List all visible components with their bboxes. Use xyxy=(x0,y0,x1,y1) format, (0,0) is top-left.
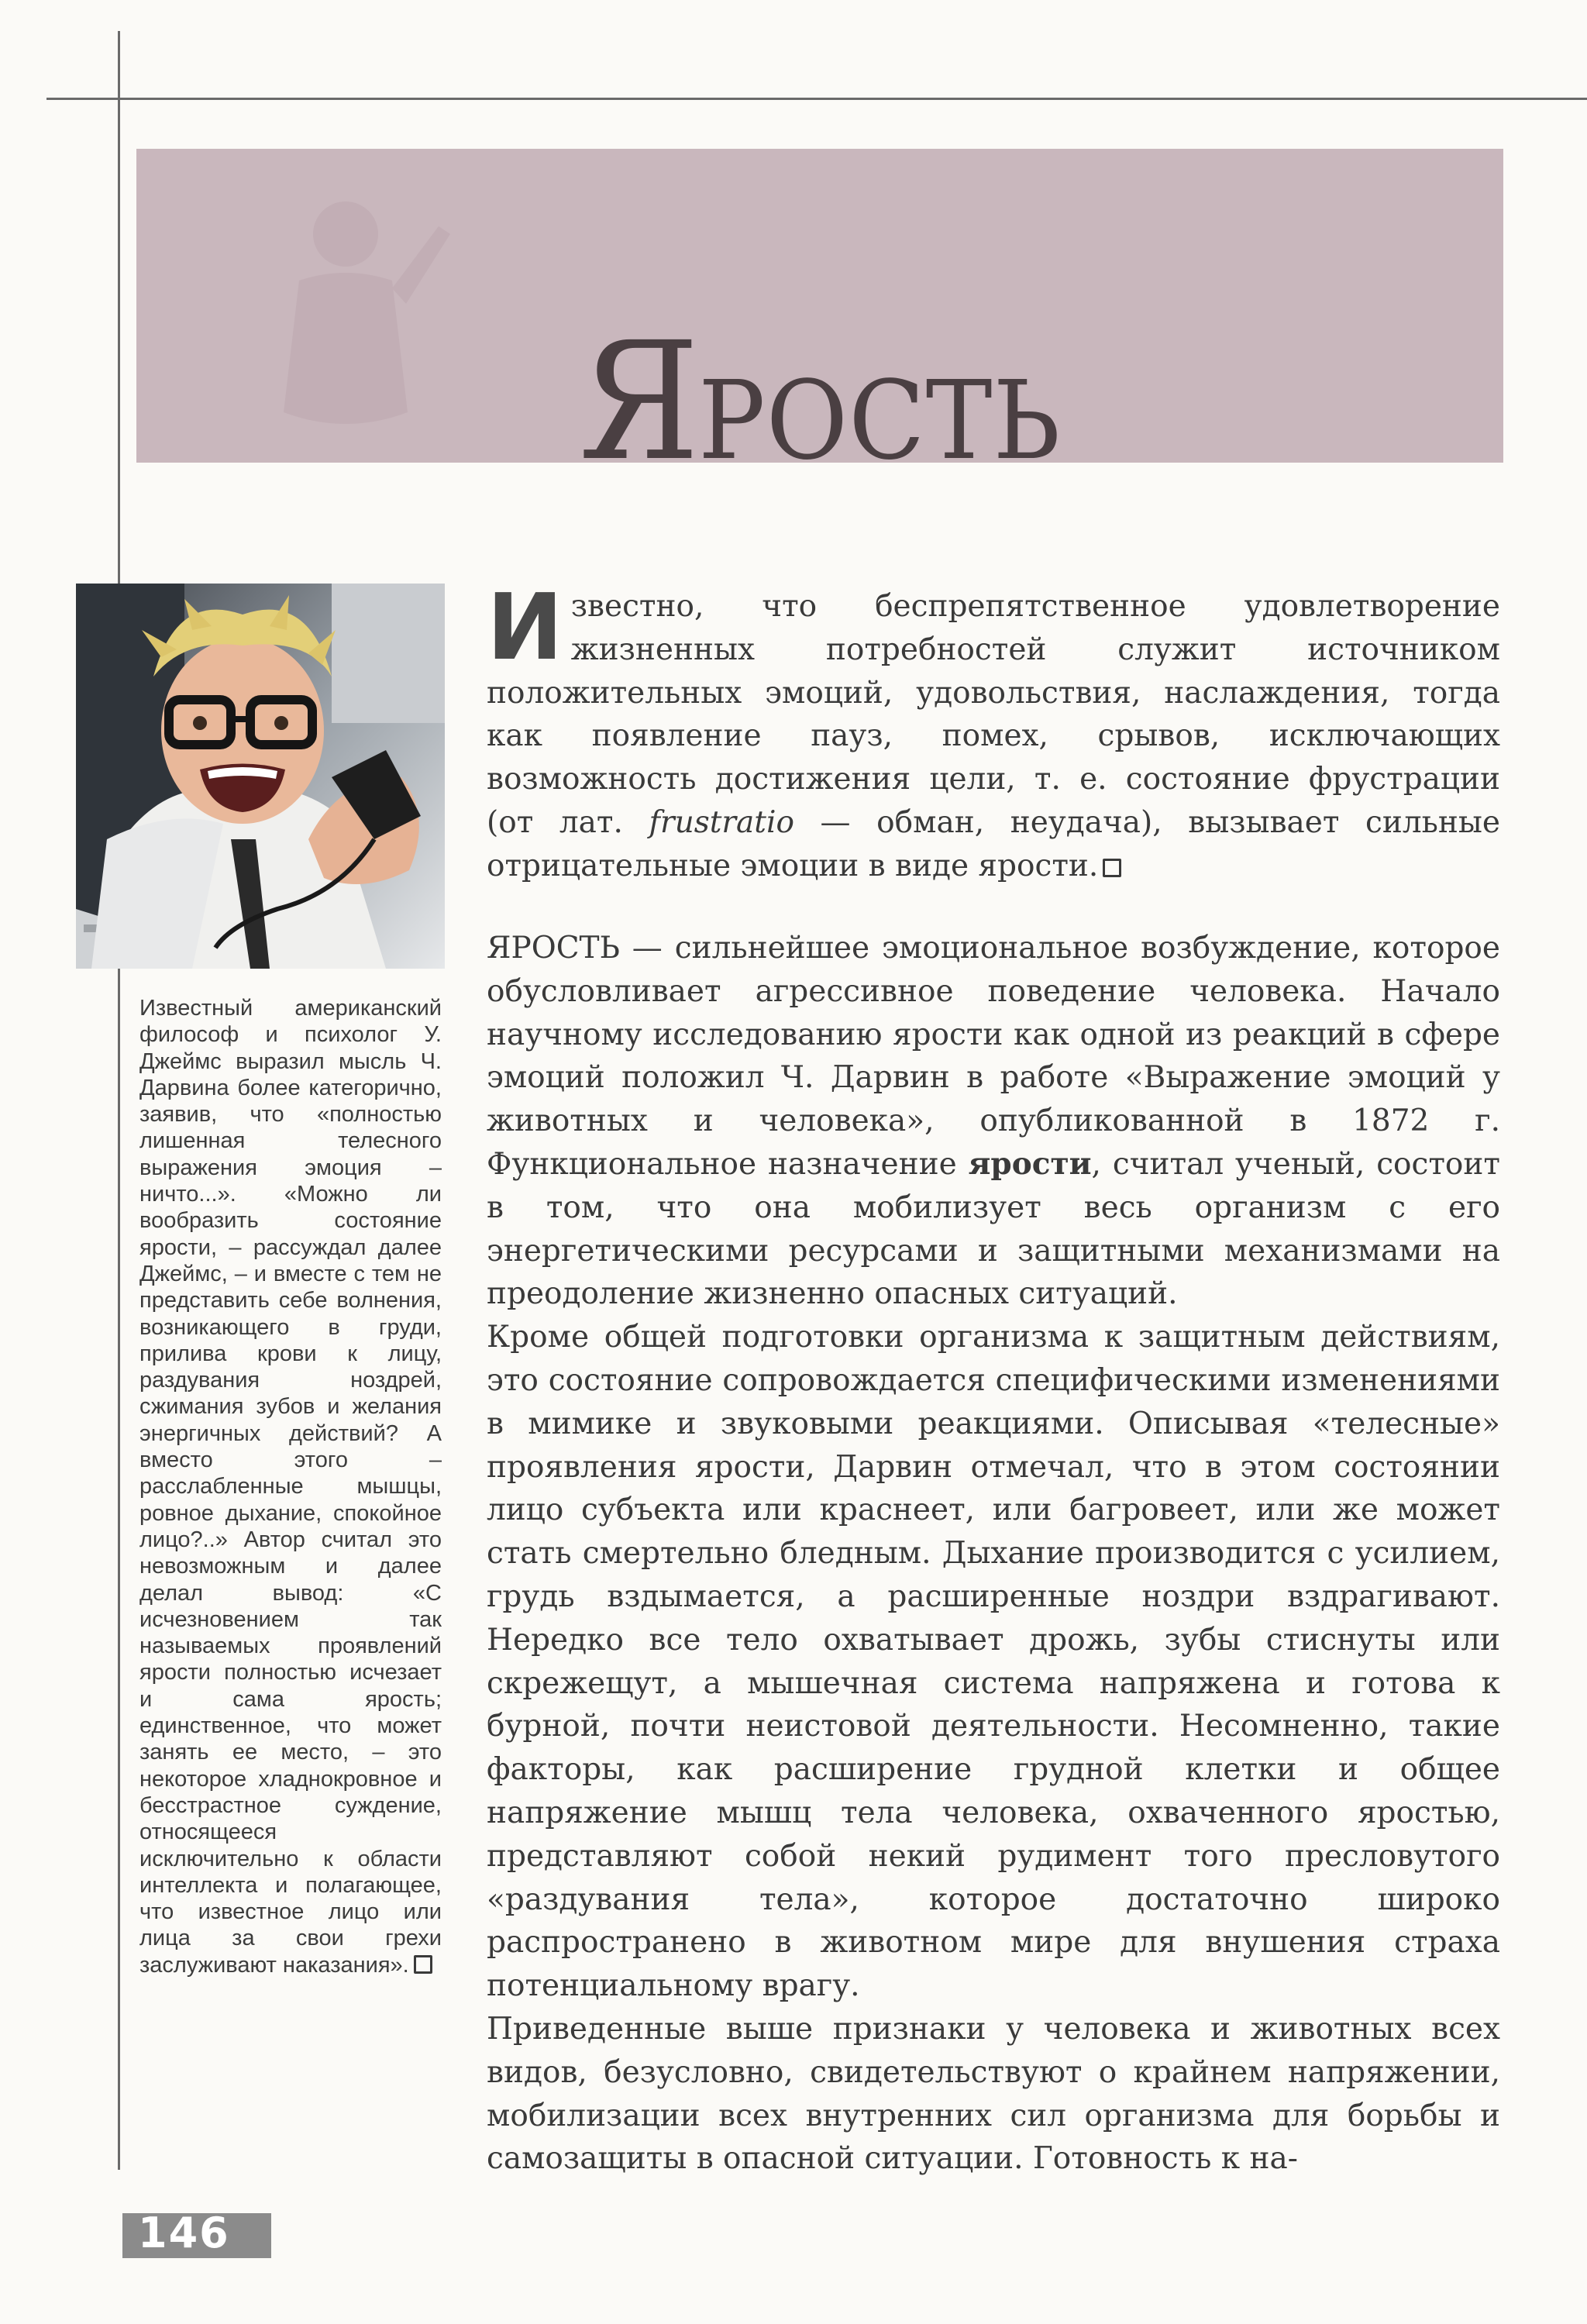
body-paragraph-3: Приведенные выше признаки у человека и животных всех видов, безусловно, свидетельствуют о крайнем напряжении, мобилизации всех внутренних сил организма для борьбы и самозащиты в опасной ситуации. Готовность к на- xyxy=(487,2011,1500,2177)
top-horizontal-rule xyxy=(46,98,1587,100)
page-number: 146 xyxy=(138,2209,230,2257)
intro-text-end: — обман, неудача), вызывает сильные отрицательные эмоции в виде ярости. xyxy=(487,804,1500,883)
caption-text: Известный американский философ и психолог У. Джеймс выразил мысль Ч. Дарвина более категорично, заявив, что «полностью лишенная телесного выражения эмоция – ничто...». «Можно ли вообразить состояние ярости, – рассуждал далее Джеймс, – и вместе с тем не представить себе волнения, возникающего в груди, прилива крови к лицу, раздувания ноздрей, сжимания зубов и желания энергичных действий? А вместо этого – расслабленные мышцы, ровное дыхание, спокойное лицо?..» Автор считал это невозможным и далее делал вывод: «С исчезновением так называемых проявлений ярости полностью исчезает и сама ярость; единственное, что может занять ее место, – это некоторое хладнокровное и бесстрастное суждение, относящееся исключительно к области интеллекта и полагающее, что известное лицо или лица за свои грехи заслуживают наказания». xyxy=(139,996,442,1978)
main-text xyxy=(487,927,1500,2181)
left-vertical-rule xyxy=(118,31,120,2170)
p1-keyword: ярости xyxy=(968,1145,1092,1182)
photo-illustration xyxy=(76,584,445,969)
intro-text-start: звестно, что беспрепятственное удовлетворение жизненных потребностей служит источником положительных эмоций, удовольствия, наслаждения, тогда как появление пауз, помех, срывов, исключающих возможность достижения цели, т. е. состояние фрустрации (от лат. xyxy=(487,589,1500,840)
title-band xyxy=(136,149,1503,463)
intro-latin-term: frustratio xyxy=(649,804,794,840)
body-paragraph-1 xyxy=(487,927,1500,1316)
title-initial: Я xyxy=(578,307,699,463)
end-square-icon xyxy=(414,1955,432,1974)
p1-start: ЯРОСТЬ — сильнейшее эмоциональное возбуждение, которое обусловливает агрессивное поведение человека. Начало научному исследованию ярости как одной из реакций в сфере эмоций положил Ч. Дарвин в работе «Выражение эмоций у животных и человека», опубликованной в 1872 г. Функциональное назначение xyxy=(487,931,1500,1182)
title-rest: РОСТЬ xyxy=(698,358,1062,463)
intro-paragraph xyxy=(487,573,1500,904)
drop-cap: И xyxy=(487,573,563,680)
page-title xyxy=(191,307,1449,463)
end-square-icon xyxy=(1103,859,1121,877)
photo-caption xyxy=(139,995,442,1978)
p1-end: , считал ученый, состоит в том, что она мобилизует весь организм с его энергетическими ресурсами и защитными механизмами на преодоление жизненно опасных ситуаций. xyxy=(487,1146,1500,1312)
body-paragraph-2: Кроме общей подготовки организма к защитным действиям, это состояние сопровождается специфическими изменениями в мимике и звуковыми реакциями. Описывая «телесные» проявления ярости, Дарвин отмечал, что в этом состоянии лицо субъекта или краснеет, или багровеет, или же может стать смертельно бледным. Дыхание производится с усилием, грудь вздымается, а расширенные ноздри вздрагивают. Нередко все тело охватывает дрожь, зубы стиснуты или скрежещут, а мышечная система напряжена и готова к бурной, почти неистовой деятельности. Несомненно, такие факторы, как расширение грудной клетки и общее напряжение мышц тела человека, охваченного яростью, представляют собой некий рудимент того пресловутого «раздувания тела», которое достаточно широко распространено в животном мире для внушения страха потенциальному врагу. xyxy=(487,1320,1500,2004)
angry-man-photo xyxy=(76,584,445,969)
